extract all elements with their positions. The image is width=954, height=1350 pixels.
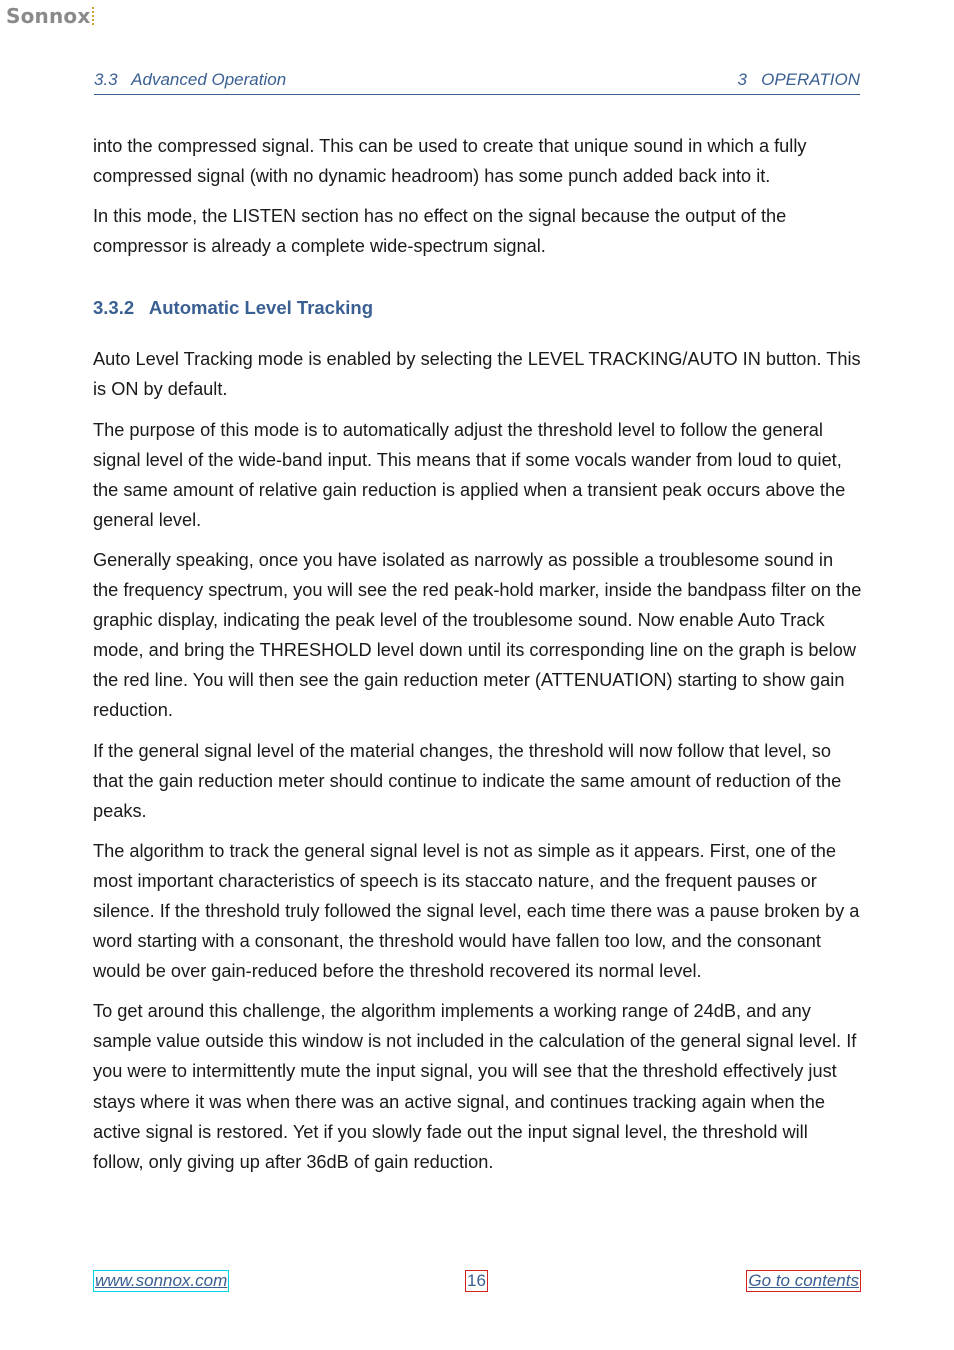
page-number-link[interactable]: 16	[467, 1271, 486, 1290]
paragraph: In this mode, the LISTEN section has no effect on the signal because the output of the compressor is already a complete wide-spectrum signal.	[93, 206, 787, 257]
header-section-right: 3 OPERATION	[737, 70, 860, 89]
sonnox-logo	[6, 4, 94, 28]
paragraph: Generally speaking, once you have isolated as narrowly as possible a troublesome sound in the frequency spectrum, you will see the red peak-hold marker, inside the bandpass filter on the graphic display, indicating the peak level of the troublesome sound. Now enable Auto Track mode, and bring the THRESHOLD level down until its corresponding line on the graph is below the red line. You will then see the gain reduction meter (ATTENUATION) starting to show gain reduction.	[93, 549, 862, 721]
page-footer	[93, 1270, 861, 1292]
paragraph: The algorithm to track the general signal level is not as simple as it appears. First, one of the most important characteristics of speech is its staccato nature, and the frequent pauses or silence. If the threshold truly followed the signal level, each time there was a pause broken by a word starting with a consonant, the threshold would have fallen too low, and the consonant would be over gain-reduced before the threshold recovered its normal level.	[93, 840, 860, 982]
go-to-contents-link[interactable]: Go to contents	[748, 1271, 859, 1290]
paragraph: into the compressed signal. This can be used to create that unique sound in which a fully compressed signal (with no dynamic headroom) has some punch added back into it.	[93, 136, 807, 187]
website-link[interactable]: www.sonnox.com	[95, 1271, 228, 1290]
running-header	[94, 70, 860, 95]
paragraph: The purpose of this mode is to automatically adjust the threshold level to follow the general signal level of the wide-band input. This means that if some vocals wander from loud to quiet, the same amount of relative gain reduction is applied when a transient peak occurs above the general level.	[93, 419, 846, 530]
paragraph: To get around this challenge, the algorithm implements a working range of 24dB, and any sample value outside this window is not included in the calculation of the general signal level. If you were to intermittently mute the input signal, you will see that the threshold effectively just stays where it was when there was an active signal, and continues tracking again when the active signal is restored. Yet if you slowly fade out the input signal level, the threshold will follow, only giving up after 36dB of gain reduction.	[93, 1001, 857, 1172]
page-content	[93, 131, 863, 1187]
paragraph: If the general signal level of the material changes, the threshold will now follow that level, so that the gain reduction meter should continue to indicate the same amount of reduction of the peaks.	[93, 740, 842, 821]
section-heading: 3.3.2 Automatic Level Tracking	[93, 297, 374, 319]
header-section-left: 3.3 Advanced Operation	[94, 70, 287, 89]
paragraph: Auto Level Tracking mode is enabled by selecting the LEVEL TRACKING/AUTO IN button. This is ON by default.	[93, 349, 861, 400]
logo-mark-icon	[92, 7, 94, 25]
logo-text: Sonnox	[6, 4, 91, 28]
